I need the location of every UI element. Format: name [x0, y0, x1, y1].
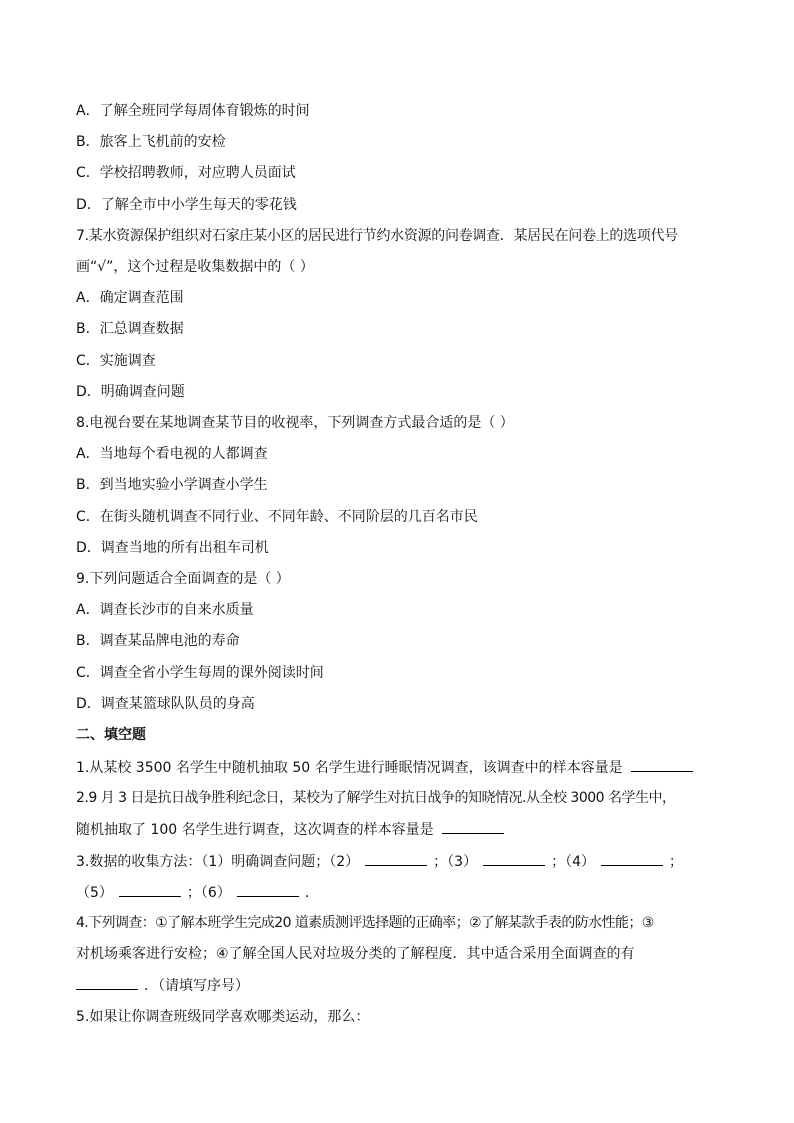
fill-3-end1: ； — [669, 854, 684, 870]
q9-stem: 9.下列问题适合全面调查的是（ ） — [76, 571, 290, 587]
q8-option-a: A．当地每个看电视的人都调查 — [76, 446, 268, 462]
fill-question-1 — [76, 757, 693, 777]
fill-question-4-line2: 对机场乘客进行安检；④了解全国人民对垃圾分类的了解程度．其中适合采用全面调查的有 — [76, 946, 635, 962]
q9-option-a: A．调查长沙市的自来水质量 — [76, 602, 254, 618]
answer-blank — [237, 882, 299, 897]
fill-3-part5: （5） — [76, 885, 113, 901]
fill-1-text: 1.从某校 3500 名学生中随机抽取 50 名学生进行睡眠情况调查，该调查中的样本容量是 — [76, 760, 623, 776]
q7-option-a: A．确定调查范围 — [76, 290, 184, 306]
fill-question-4-line1: 4.下列调查：①了解本班学生完成20 道素质测评选择题的正确率；②了解某款手表的防水性能；③ — [76, 915, 654, 931]
q7-stem-line2: 画“√”，这个过程是收集数据中的（ ） — [76, 259, 314, 275]
q6-option-b: B．旅客上飞机前的安检 — [76, 134, 226, 150]
fill-3-part4: ；（4） — [551, 854, 596, 870]
q6-option-a: A．了解全班同学每周体育锻炼的时间 — [76, 103, 310, 119]
answer-blank — [76, 975, 138, 990]
q6-option-d: D．了解全市中小学生每天的零花钱 — [76, 197, 297, 213]
q8-option-d: D．调查当地的所有出租车司机 — [76, 540, 269, 556]
q7-stem-line1: 7.某水资源保护组织对石家庄某小区的居民进行节约水资源的问卷调查．某居民在问卷上的选项代号 — [76, 228, 678, 244]
q7-option-c: C．实施调查 — [76, 353, 156, 369]
fill-question-4-line3 — [76, 975, 249, 995]
fill-question-2-line2 — [76, 819, 504, 839]
q9-option-c: C．调查全省小学生每周的课外阅读时间 — [76, 665, 324, 681]
q8-option-b: B．到当地实验小学调查小学生 — [76, 477, 268, 493]
q8-option-c: C．在街头随机调查不同行业、不同年龄、不同阶层的几百名市民 — [76, 509, 478, 525]
answer-blank — [119, 882, 181, 897]
answer-blank — [442, 819, 504, 834]
answer-blank — [483, 851, 545, 866]
answer-blank — [601, 851, 663, 866]
fill-3-part6: ；（6） — [186, 885, 231, 901]
q9-option-b: B．调查某品牌电池的寿命 — [76, 633, 240, 649]
answer-blank — [631, 757, 693, 772]
fill-2-text: 随机抽取了 100 名学生进行调查，这次调查的样本容量是 — [76, 822, 434, 838]
fill-question-2-line1: 2.9 月 3 日是抗日战争胜利纪念日，某校为了解学生对抗日战争的知晓情况.从全校 3000 名学生中， — [76, 790, 676, 806]
fill-question-3-line1 — [76, 851, 683, 871]
fill-4-suffix: ．（请填写序号） — [144, 978, 249, 994]
fill-3-end2: ． — [304, 885, 319, 901]
q7-option-d: D．明确调查问题 — [76, 384, 185, 400]
q8-stem: 8.电视台要在某地调查某节目的收视率，下列调查方式最合适的是（ ） — [76, 415, 514, 431]
q9-option-d: D．调查某篮球队队员的身高 — [76, 696, 255, 712]
q6-option-c: C．学校招聘教师，对应聘人员面试 — [76, 165, 296, 181]
answer-blank — [365, 851, 427, 866]
fill-3-part3: ；（3） — [433, 854, 478, 870]
fill-question-5: 5.如果让你调查班级同学喜欢哪类运动，那么： — [76, 1009, 370, 1025]
section-heading: 二、填空题 — [76, 727, 146, 743]
fill-question-3-line2 — [76, 882, 319, 902]
q7-option-b: B．汇总调查数据 — [76, 321, 184, 337]
fill-3-prefix: 3.数据的收集方法：（1）明确调查问题；（2） — [76, 854, 360, 870]
